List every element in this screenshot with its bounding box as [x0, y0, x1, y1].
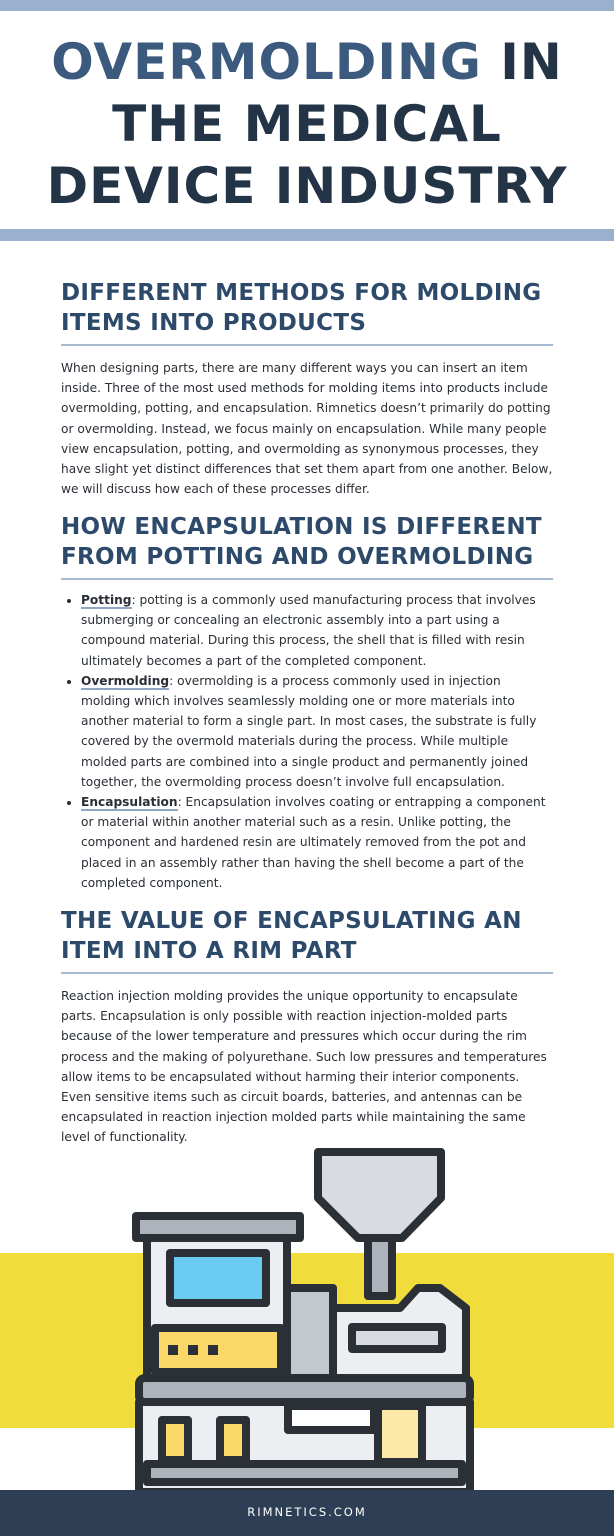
section-heading: [61, 278, 553, 338]
base-window-1: [162, 1420, 188, 1460]
list-item-overmolding: [81, 671, 553, 792]
definition-potting: : potting is a commonly used manufacturing process that involves submerging or concealing an electronic assembly into a part using a compound material. During this process, the shell that is filled with resin ultimately becomes a part of the completed component.: [81, 593, 536, 668]
injection-molding-machine-icon: [0, 1140, 614, 1490]
control-button-1: [168, 1345, 178, 1355]
base-panel-right: [378, 1406, 422, 1462]
hopper-stem: [368, 1238, 392, 1296]
definition-overmolding: : overmolding is a process commonly used in injection molding which involves seamlessly molding one or more materials into another material to form a single part. In most cases, the substrate is fully covered by the overmold materials during the process. While multiple molded parts are combined into a single product and permanently joined together, the overmolding process doesn’t involve full encapsulation.: [81, 673, 537, 789]
display-screen: [170, 1253, 266, 1303]
title-divider-bar: [0, 229, 614, 241]
title-line-2: THE MEDICAL: [112, 95, 502, 153]
section-rule: [61, 344, 553, 346]
term-encapsulation: Encapsulation: [81, 795, 178, 810]
heading-line-2: FROM POTTING AND OVERMOLDING: [61, 544, 534, 570]
section-body: Reaction injection molding provides the unique opportunity to encapsulate parts. Encapsulation is only possible with reaction injection-molded parts because of the lower temperature and pressures which occur during the rim process and the making of polyurethane. Such low pressures and temperatures allow items to be encapsulated without harming their interior components. Even sensitive items such as circuit boards, batteries, and antennas can be encapsulated in reaction injection molded parts while maintaining the same level of functionality.: [61, 989, 547, 1145]
section-heading: [61, 906, 553, 966]
heading-line-1: DIFFERENT METHODS FOR MOLDING: [61, 280, 542, 306]
title-accent-word: OVERMOLDING: [51, 33, 482, 91]
base-window-2: [220, 1420, 246, 1460]
page-title: [0, 11, 614, 229]
section-heading: [61, 512, 553, 572]
process-list: [61, 590, 553, 893]
base-foot-band: [147, 1464, 462, 1482]
heading-line-1: THE VALUE OF ENCAPSULATING AN: [61, 908, 522, 934]
heading-line-2: ITEMS INTO PRODUCTS: [61, 310, 367, 336]
title-line-1-rest: IN: [481, 33, 563, 91]
footer-website: RIMNETICS.COM: [247, 1505, 367, 1519]
base-slot: [288, 1406, 374, 1430]
section-rule: [61, 972, 553, 974]
injection-barrel: [352, 1327, 442, 1349]
term-overmolding: Overmolding: [81, 673, 170, 688]
list-item-potting: [81, 590, 553, 671]
top-accent-bar: [0, 0, 614, 11]
definition-encapsulation: : Encapsulation involves coating or entrapping a component or material within another material such as a resin. Unlike potting, the component and hardened resin are ultimately removed from the pot and placed in an assembly rather than having the shell become a part of the completed component.: [81, 795, 546, 890]
heading-line-1: HOW ENCAPSULATION IS DIFFERENT: [61, 514, 542, 540]
list-item-encapsulation: [81, 792, 553, 893]
section-rule: [61, 578, 553, 580]
hopper-shape: [318, 1152, 441, 1238]
control-button-2: [188, 1345, 198, 1355]
footer: [0, 1490, 614, 1536]
connector-block: [287, 1288, 333, 1378]
section-body: When designing parts, there are many different ways you can insert an item inside. Three of the most used methods for molding items into products include overmolding, potting, and encapsulation. Rimnetics doesn’t primarily do potting or overmolding. Instead, we focus mainly on encapsulation. While many people view encapsulation, potting, and overmolding as synonymous processes, they have slight yet distinct differences that set them apart from one another. Below, we will discuss how each of these processes differ.: [61, 361, 553, 497]
title-line-3: DEVICE INDUSTRY: [46, 157, 568, 215]
control-button-3: [208, 1345, 218, 1355]
heading-line-2: ITEM INTO A RIM PART: [61, 938, 357, 964]
term-potting: Potting: [81, 593, 132, 607]
section-molding-methods: [61, 278, 553, 499]
section-rim-value: [61, 906, 553, 1148]
section-encapsulation-differences: [61, 512, 553, 893]
title-line-1: [0, 31, 614, 93]
